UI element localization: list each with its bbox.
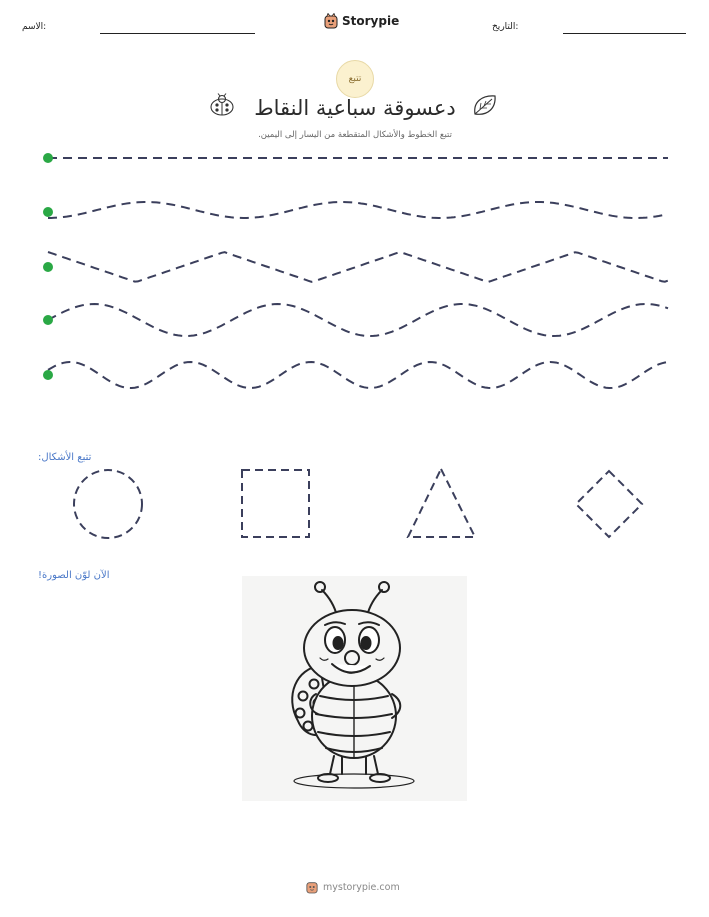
start-dot (43, 262, 53, 272)
page-title: دعسوقة سباعية النقاط (254, 96, 456, 120)
mascot-icon (324, 13, 338, 29)
tracing-lines (0, 140, 709, 400)
ladybug-icon (207, 93, 237, 117)
start-dot (43, 315, 53, 325)
badge-text: تتبع (348, 74, 362, 84)
shapes-section-label: تتبع الأشكال: (38, 452, 92, 463)
tracing-shapes (0, 462, 709, 552)
date-label: التاريخ: (492, 22, 519, 32)
footer (306, 880, 400, 894)
start-dot (43, 207, 53, 217)
ladybug-coloring-picture (242, 576, 467, 801)
coloring-section-label: الآن لوّن الصورة! (38, 570, 110, 581)
trace-triangle (408, 469, 475, 537)
trace-badge (336, 60, 374, 98)
tracing-line-wave (48, 304, 668, 336)
name-label: الاسم: (22, 22, 47, 32)
start-dot (43, 153, 53, 163)
brand-logo (324, 13, 399, 29)
footer-site[interactable]: mystorypie.com (323, 881, 400, 893)
brand-name: Storypie (342, 14, 400, 28)
instructions: تتبع الخطوط والأشكال المتقطعة من اليسار إلى اليمين. (258, 130, 452, 140)
trace-diamond (576, 471, 642, 537)
tracing-line-zigzag (48, 252, 668, 282)
date-line (563, 33, 686, 34)
start-dot (43, 370, 53, 380)
trace-square (242, 470, 309, 537)
leaf-icon (470, 92, 500, 120)
tracing-line-deep-wave (48, 362, 668, 388)
tracing-line-gentle-wave (48, 202, 668, 218)
name-line (100, 33, 255, 34)
mascot-icon (306, 880, 318, 894)
trace-circle (74, 470, 142, 538)
